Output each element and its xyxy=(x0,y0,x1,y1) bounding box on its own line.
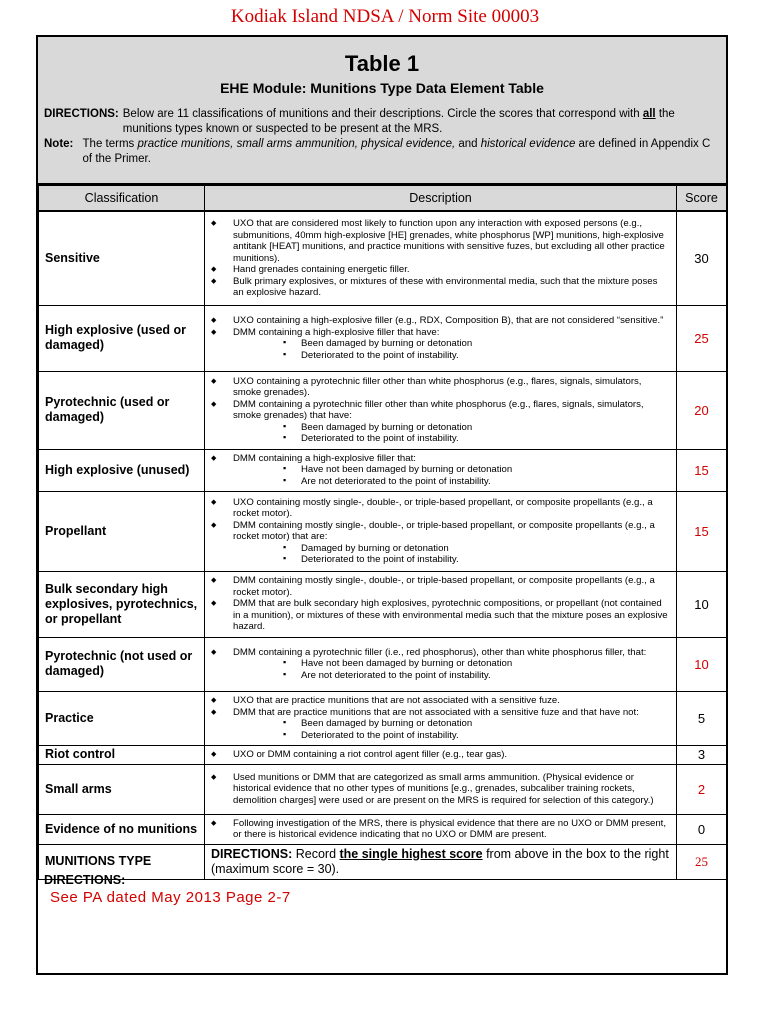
table-row xyxy=(39,764,727,814)
classification-cell: Propellant xyxy=(39,491,205,571)
footer-directions-label: DIRECTIONS: xyxy=(44,873,126,887)
table-title: Table 1 xyxy=(344,51,420,76)
description-subitem: ▪ Deteriorated to the point of instability. xyxy=(233,433,670,445)
score-cell[interactable]: 0 xyxy=(677,814,727,844)
description-item: ◆ UXO that are considered most likely to function upon any interaction with exposed persons (e.g., submunitions, 40mm high-explosive [HE] grenades, white phosphorus [WP] munitions, high-explosive antitank [HEAT] munitions, and practice munitions with sensitive fuzes, but excluding all other practice munitions). xyxy=(207,218,670,264)
description-subitem: ▪ Are not deteriorated to the point of instability. xyxy=(233,476,670,488)
site-title: Kodiak Island NDSA / Norm Site 00003 xyxy=(230,6,540,27)
note-label: Note: xyxy=(44,138,74,150)
description-cell xyxy=(205,764,677,814)
table-row xyxy=(39,371,727,449)
description-item: ◆ DMM containing a pyrotechnic filler other than white phosphorus (e.g., flares, signals, simulators, smoke grenades) that have: ▪ Been damaged by burning or detonation ▪ Deteriorated to the point of instability. xyxy=(207,399,670,445)
score-cell[interactable]: 15 xyxy=(677,449,727,491)
munitions-type-score[interactable]: 25 xyxy=(677,844,727,879)
col-classification: Classification xyxy=(39,186,205,212)
classification-cell: Pyrotechnic (used or damaged) xyxy=(39,371,205,449)
description-cell xyxy=(205,491,677,571)
directions-text: Below are 11 classifications of munitions and their descriptions. Circle the scores that correspond with all the munitions types known or suspected to be present at the MRS. xyxy=(122,108,675,135)
munitions-table xyxy=(38,185,727,880)
score-cell[interactable]: 3 xyxy=(677,745,727,764)
classification-cell: Sensitive xyxy=(39,211,205,305)
description-cell xyxy=(205,691,677,745)
munitions-type-directions: DIRECTIONS: Record the single highest score from above in the box to the right (maximum score = 30). xyxy=(205,844,677,879)
footer-directions xyxy=(44,873,291,906)
note-text: The terms practice munitions, small arms ammunition, physical evidence, and historical evidence are defined in Appendix C of the Primer. xyxy=(82,138,711,165)
score-cell[interactable]: 10 xyxy=(677,637,727,691)
description-subitem: ▪ Have not been damaged by burning or detonation xyxy=(233,658,670,670)
description-subitem: ▪ Deteriorated to the point of instability. xyxy=(233,350,670,362)
description-cell xyxy=(205,211,677,305)
classification-cell: High explosive (unused) xyxy=(39,449,205,491)
score-cell[interactable]: 2 xyxy=(677,764,727,814)
table-row xyxy=(39,571,727,637)
description-item: ◆ DMM that are bulk secondary high explosives, pyrotechnic compositions, or propellant (not contained in a munition), or mixtures of these with environmental media such that the mixture poses an explosive hazard. xyxy=(207,598,670,633)
score-cell[interactable]: 25 xyxy=(677,305,727,371)
description-subitem: ▪ Been damaged by burning or detonation xyxy=(233,422,670,434)
classification-cell: Bulk secondary high explosives, pyrotechnics, or propellant xyxy=(39,571,205,637)
description-subitem: ▪ Have not been damaged by burning or detonation xyxy=(233,464,670,476)
col-score: Score xyxy=(677,186,727,212)
footer-directions-value: See PA dated May 2013 Page 2-7 xyxy=(50,889,291,906)
table-subtitle: EHE Module: Munitions Type Data Element Table xyxy=(220,80,544,96)
description-subitem: ▪ Damaged by burning or detonation xyxy=(233,543,670,555)
table-row xyxy=(39,691,727,745)
description-item: ◆ UXO containing mostly single-, double-, or triple-based propellant, or composite propellants (e.g., a rocket motor). xyxy=(207,497,670,520)
classification-cell: Small arms xyxy=(39,764,205,814)
table-row xyxy=(39,814,727,844)
description-item: ◆ DMM containing a pyrotechnic filler (i.e., red phosphorus), other than white phosphorus filler, that: ▪ Have not been damaged by burning or detonation ▪ Are not deteriorated to the point of instability. xyxy=(207,647,670,682)
table-row xyxy=(39,745,727,764)
description-item: ◆ Bulk primary explosives, or mixtures of these with environmental media, such that the mixture poses an explosive hazard. xyxy=(207,276,670,299)
description-subitem: ▪ Are not deteriorated to the point of instability. xyxy=(233,670,670,682)
description-item: ◆ UXO or DMM containing a riot control agent filler (e.g., tear gas). xyxy=(207,749,670,761)
description-item: ◆ DMM containing a high-explosive filler that have: ▪ Been damaged by burning or detonation ▪ Deteriorated to the point of instability. xyxy=(207,327,670,362)
classification-cell: Evidence of no munitions xyxy=(39,814,205,844)
description-cell xyxy=(205,371,677,449)
table-row xyxy=(39,449,727,491)
score-cell[interactable]: 10 xyxy=(677,571,727,637)
description-subitem: ▪ Been damaged by burning or detonation xyxy=(233,718,670,730)
description-item: ◆ UXO that are practice munitions that are not associated with a sensitive fuze. xyxy=(207,695,670,707)
description-item: ◆ DMM containing a high-explosive filler that: ▪ Have not been damaged by burning or detonation ▪ Are not deteriorated to the point of instability. xyxy=(207,453,670,488)
classification-cell: High explosive (used or damaged) xyxy=(39,305,205,371)
description-item: ◆ DMM containing mostly single-, double-, or triple-based propellant, or composite propellants (e.g., a rocket motor) that are: ▪ Damaged by burning or detonation ▪ Deteriorated to the point of instability. xyxy=(207,520,670,566)
table-body xyxy=(39,211,727,844)
description-item: ◆ Following investigation of the MRS, there is physical evidence that there are no UXO or DMM present, or there is historical evidence indicating that no UXO or DMM are present. xyxy=(207,818,670,841)
description-subitem: ▪ Deteriorated to the point of instability. xyxy=(233,730,670,742)
classification-cell: Practice xyxy=(39,691,205,745)
classification-cell: Pyrotechnic (not used or damaged) xyxy=(39,637,205,691)
directions-label: DIRECTIONS: xyxy=(44,108,119,120)
col-description: Description xyxy=(205,186,677,212)
score-cell[interactable]: 15 xyxy=(677,491,727,571)
description-cell xyxy=(205,745,677,764)
description-item: ◆ DMM that are practice munitions that are not associated with a sensitive fuze and that have not: ▪ Been damaged by burning or detonation ▪ Deteriorated to the point of instability. xyxy=(207,707,670,742)
munitions-type-label: MUNITIONS TYPE xyxy=(39,844,205,879)
score-cell[interactable]: 20 xyxy=(677,371,727,449)
description-item: ◆ UXO containing a pyrotechnic filler other than white phosphorus (e.g., flares, signals, simulators, smoke grenades). xyxy=(207,376,670,399)
description-item: ◆ DMM containing mostly single-, double-, or triple-based propellant, or composite propellants (e.g., a rocket motor). xyxy=(207,575,670,598)
form-frame xyxy=(36,35,728,975)
description-cell xyxy=(205,305,677,371)
classification-cell: Riot control xyxy=(39,745,205,764)
score-cell[interactable]: 5 xyxy=(677,691,727,745)
table-row xyxy=(39,637,727,691)
description-cell xyxy=(205,449,677,491)
score-cell[interactable]: 30 xyxy=(677,211,727,305)
table-row xyxy=(39,211,727,305)
description-cell xyxy=(205,814,677,844)
table-row xyxy=(39,305,727,371)
description-item: ◆ Used munitions or DMM that are categorized as small arms ammunition. (Physical evidence or historical evidence that no other types of munitions [e.g., grenades, subcaliber training rockets, demolition charges] were used or are present on the MRS is required for selection of this category.) xyxy=(207,772,670,807)
description-cell xyxy=(205,571,677,637)
description-item: ◆ UXO containing a high-explosive filler (e.g., RDX, Composition B), that are not considered “sensitive.” xyxy=(207,315,670,327)
description-subitem: ▪ Deteriorated to the point of instability. xyxy=(233,554,670,566)
description-subitem: ▪ Been damaged by burning or detonation xyxy=(233,338,670,350)
table-header xyxy=(38,37,726,185)
description-cell xyxy=(205,637,677,691)
table-row xyxy=(39,491,727,571)
directions-block xyxy=(44,107,718,167)
description-item: ◆ Hand grenades containing energetic filler. xyxy=(207,264,670,276)
